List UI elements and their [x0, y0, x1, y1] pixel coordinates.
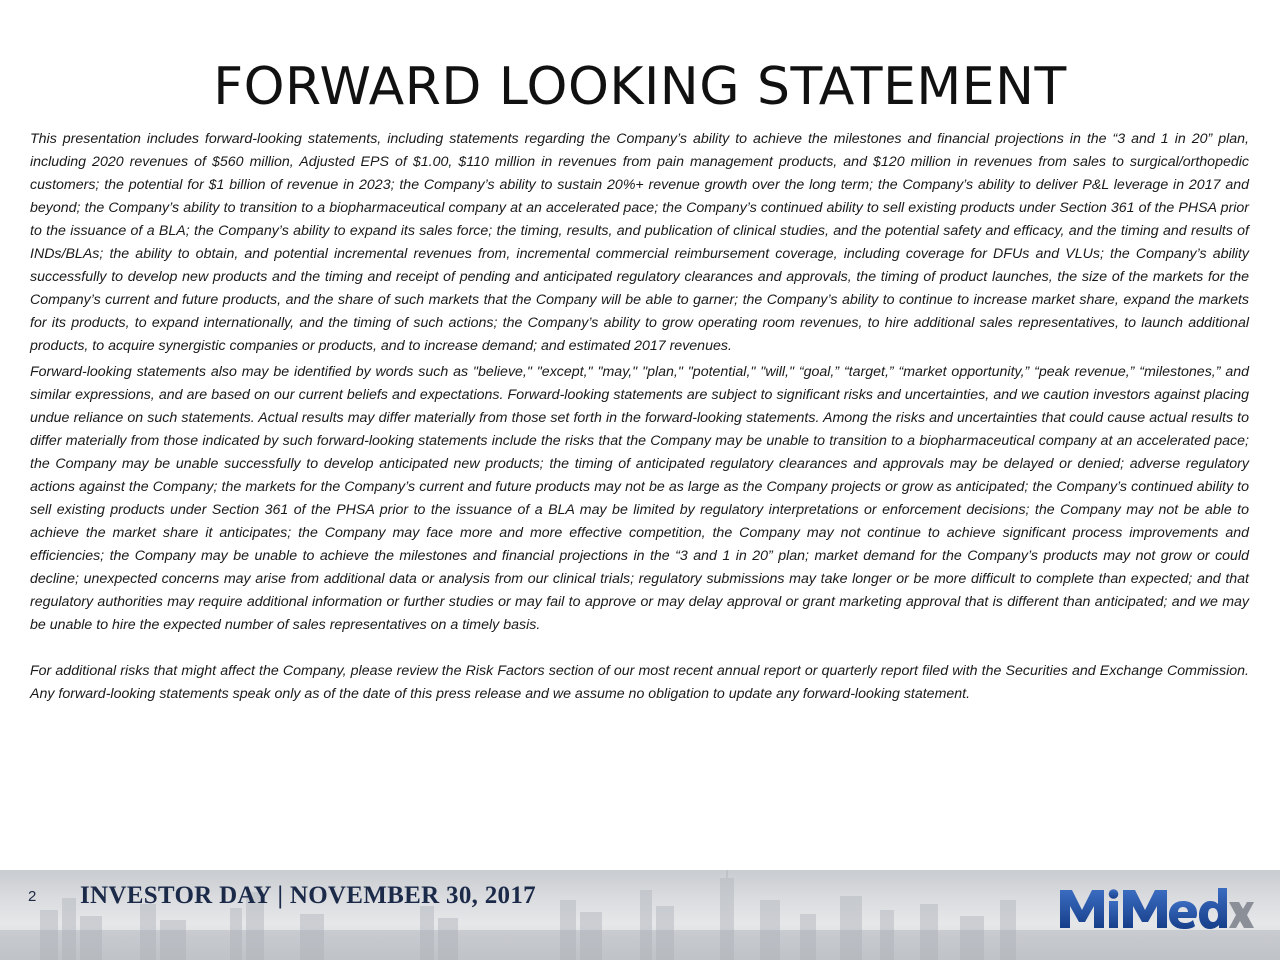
paragraph-forward-looking-intro: This presentation includes forward-looking statements, including statements regarding the Company’s ability to achieve the milestones and financial projections in the “3 and 1 in 20” plan, including 2020 revenues of $560 million, Adjusted EPS of $1.00, $110 million in revenues from pain management products, and $120 million in revenues from sales to surgical/orthopedic customers; the potential for $1 billion of revenue in 2023; the Company’s ability to sustain 20%+ revenue growth over the long term; the Company’s ability to deliver P&L leverage in 2017 and beyond; the Company’s ability to transition to a biopharmaceutical company at an accelerated pace; the Company’s continued ability to sell existing products under Section 361 of the PHSA prior to the issuance of a BLA; the Company’s ability to expand its sales force; the timing, results, and publication of clinical studies, and the potential safety and efficacy, and the timing and results of INDs/BLAs; the ability to obtain, and potential incremental revenues from, incremental commercial reimbursement coverage, including coverage for DFUs and VLUs; the Company’s ability successfully to develop new products and the timing and receipt of pending and anticipated regulatory clearances and approvals, the timing of product launches, the size of the markets for the Company’s current and future products, and the share of such markets that the Company will be able to garner; the Company’s ability to continue to increase market share, expand the markets for its products, to expand internationally, and the timing of such actions; the Company’s ability to grow operating room revenues, to hire additional sales representatives, to launch additional products, to acquire synergistic companies or products, and to increase demand; and estimated 2017 revenues. [30, 131, 1249, 354]
disclaimer-body [30, 128, 1249, 706]
footer-bar [0, 870, 1280, 960]
slide-title: FORWARD LOOKING STATEMENT [213, 57, 1067, 117]
page-number: 2 [28, 888, 37, 905]
paragraph-risks: Forward-looking statements also may be identified by words such as "believe," "except," "may," "plan," "potential," "will," “goal,” “target,” “market opportunity,” “peak revenue,” “milestones,” and similar expressions, and are based on our current beliefs and expectations. Forward-looking statements are subject to significant risks and uncertainties, and we caution investors against placing undue reliance on such statements. Actual results may differ materially from those set forth in the forward-looking statements. Among the risks and uncertainties that could cause actual results to differ materially from those indicated by such forward-looking statements include the risks that the Company may be unable to transition to a biopharmaceutical company at an accelerated pace; the Company may be unable successfully to develop anticipated new products; the timing of anticipated regulatory clearances and approvals may be delayed or denied; adverse regulatory actions against the Company; the markets for the Company’s current and future products may not be as large as the Company projects or grow as anticipated; the Company’s continued ability to sell existing products under Section 361 of the PHSA prior to the issuance of a BLA may be limited by regulatory interpretations or enforcement decisions; the Company may not be able to achieve the market share it anticipates; the Company may face more and more effective competition, the Company may not continue to achieve significant process improvements and efficiencies; the Company may be unable to achieve the milestones and financial projections in the “3 and 1 in 20” plan; market demand for the Company’s products may not grow or could decline; unexpected concerns may arise from additional data or analysis from our clinical trials; regulatory submissions may take longer or be more difficult to complete than expected; and that regulatory authorities may require additional information or further studies or may fail to approve or may delay approval or grant marketing approval that is different than anticipated; and we may be unable to hire the expected number of sales representatives on a timely basis. [30, 364, 1249, 633]
mimedx-logo [1058, 884, 1254, 932]
footer-event-label: INVESTOR DAY | NOVEMBER 30, 2017 [80, 882, 536, 909]
paragraph-additional-risks: For additional risks that might affect the Company, please review the Risk Factors section of our most recent annual report or quarterly report filed with the Securities and Exchange Commission. Any forward-looking statements speak only as of the date of this press release and we assume no obligation to update any forward-looking statement. [30, 663, 1249, 702]
